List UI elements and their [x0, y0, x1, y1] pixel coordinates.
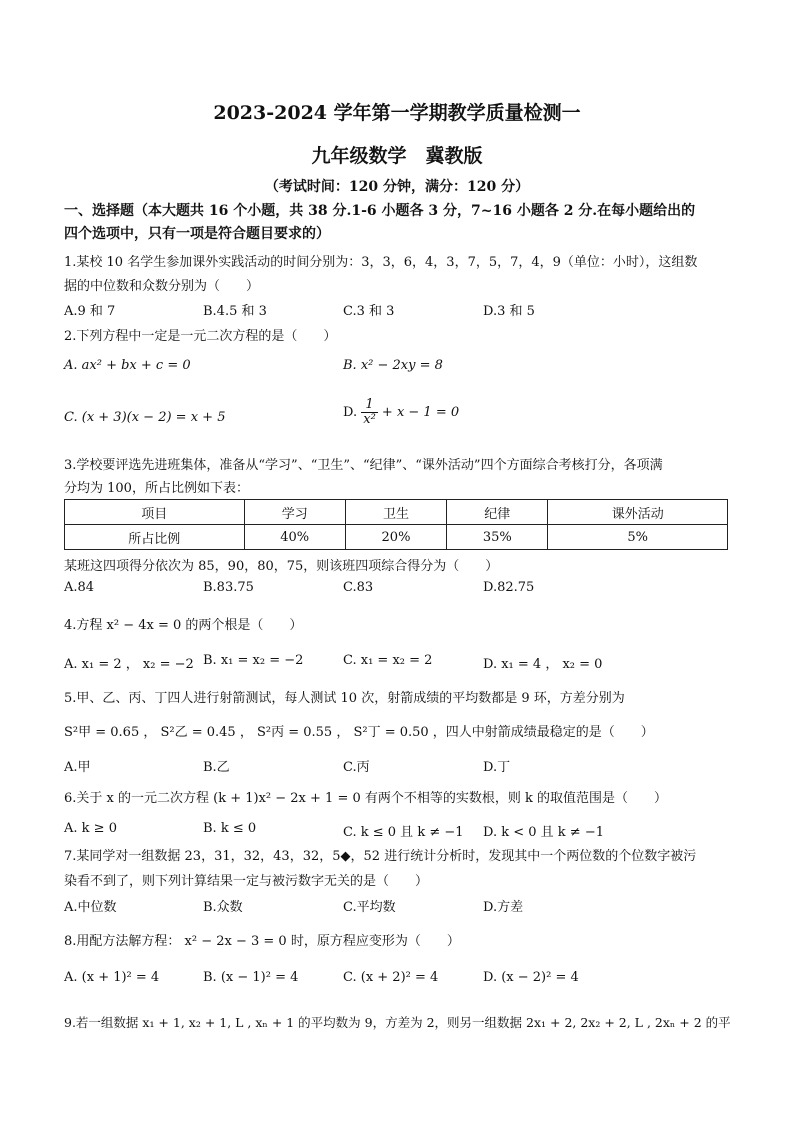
q5-stem-line2: S²甲 = 0.65 ， S²乙 = 0.45 ， S²丙 = 0.55 ， S²丁 = 0.50 ，四人中射箭成绩最稳定的是（ ） — [64, 725, 654, 740]
fraction-numerator: 1 — [361, 398, 378, 413]
q7-stem-line1: 7.某同学对一组数据 23，31，32，43，32，5◆，52 进行统计分析时，发现其中一个两位数的个位数字被污 — [64, 849, 697, 864]
table-cell: 纪律 — [447, 500, 548, 525]
score-ratio-table — [64, 499, 728, 550]
q4-option-a: A. x₁ = 2 ， x₂ = −2 — [64, 657, 194, 672]
q7-option-b: B.众数 — [203, 900, 243, 915]
section-heading-line1: 一、选择题（本大题共 16 个小题，共 38 分.1-6 小题各 3 分，7~16 小题各 2 分.在每小题给出的 — [64, 203, 696, 219]
q1-option-a: A.9 和 7 — [64, 304, 116, 319]
q3-option-c: C.83 — [343, 580, 374, 595]
q2-option-d-fraction — [361, 398, 378, 427]
table-cell: 40% — [244, 525, 345, 550]
table-row — [65, 525, 728, 550]
q9-stem: 9.若一组数据 x₁ + 1, x₂ + 1, L , xₙ + 1 的平均数为 9，方差为 2，则另一组数据 2x₁ + 2, 2x₂ + 2, L , 2xₙ + 2 的平 — [64, 1015, 731, 1030]
q4-stem: 4.方程 x² − 4x = 0 的两个根是（ ） — [64, 618, 303, 633]
q3-option-a: A.84 — [64, 580, 95, 595]
exam-info: （考试时间：120 分钟，满分：120 分） — [264, 179, 530, 195]
q4-option-c: C. x₁ = x₂ = 2 — [343, 653, 433, 668]
q6-stem: 6.关于 x 的一元二次方程 (k + 1)x² − 2x + 1 = 0 有两个不相等的实数根，则 k 的取值范围是（ ） — [64, 791, 668, 806]
q5-option-b: B.乙 — [203, 760, 230, 775]
q5-option-d: D.丁 — [483, 760, 511, 775]
q8-option-d: D. (x − 2)² = 4 — [483, 970, 579, 985]
table-cell: 卫生 — [345, 500, 446, 525]
table-cell: 5% — [548, 525, 728, 550]
q2-option-d-rest: + x − 1 = 0 — [381, 405, 460, 420]
q1-stem-line1: 1.某校 10 名学生参加课外实践活动的时间分别为：3，3，6，4，3，7，5，7，4，9（单位：小时），这组数 — [64, 255, 698, 270]
q2-stem: 2.下列方程中一定是一元二次方程的是（ ） — [64, 329, 337, 344]
q1-option-c: C.3 和 3 — [343, 304, 395, 319]
exam-subtitle: 九年级数学 冀教版 — [311, 145, 483, 167]
q2-option-a: A. ax² + bx + c = 0 — [64, 358, 191, 373]
q8-stem: 8.用配方法解方程： x² − 2x − 3 = 0 时，原方程应变形为（ ） — [64, 934, 460, 949]
q7-stem-line2: 染看不到了，则下列计算结果一定与被污数字无关的是（ ） — [64, 874, 429, 889]
q6-option-b: B. k ≤ 0 — [203, 821, 257, 836]
q7-option-c: C.平均数 — [343, 900, 396, 915]
q6-option-c: C. k ≤ 0 且 k ≠ −1 — [343, 825, 464, 840]
q3-after-table: 某班这四项得分依次为 85，90，80，75，则该班四项综合得分为（ ） — [64, 559, 499, 574]
section-heading-line2: 四个选项中，只有一项是符合题目要求的） — [64, 226, 330, 242]
q3-stem-line2: 分均为 100，所占比例如下表： — [64, 481, 249, 496]
q5-option-c: C.丙 — [343, 760, 370, 775]
q4-option-d: D. x₁ = 4 ， x₂ = 0 — [483, 657, 603, 672]
table-cell: 20% — [345, 525, 446, 550]
q2-option-d-prefix: D. — [343, 405, 358, 420]
q6-option-a: A. k ≥ 0 — [64, 821, 117, 836]
fraction-denominator: x² — [363, 412, 376, 427]
q2-option-b: B. x² − 2xy = 8 — [343, 358, 443, 373]
q6-option-d: D. k < 0 且 k ≠ −1 — [483, 825, 604, 840]
q8-option-b: B. (x − 1)² = 4 — [203, 970, 299, 985]
q4-option-b: B. x₁ = x₂ = −2 — [203, 653, 304, 668]
table-cell: 所占比例 — [65, 525, 245, 550]
q2-option-c: C. (x + 3)(x − 2) = x + 5 — [64, 410, 226, 425]
table-cell: 35% — [447, 525, 548, 550]
q3-stem-line1: 3.学校要评选先进班集体，准备从“学习”、“卫生”、“纪律”、“课外活动”四个方面综合考核打分，各项满 — [64, 458, 663, 473]
table-cell: 项目 — [65, 500, 245, 525]
table-cell: 学习 — [244, 500, 345, 525]
q1-option-b: B.4.5 和 3 — [203, 304, 267, 319]
q5-stem-line1: 5.甲、乙、丙、丁四人进行射箭测试，每人测试 10 次，射箭成绩的平均数都是 9 环，方差分别为 — [64, 691, 625, 706]
table-cell: 课外活动 — [548, 500, 728, 525]
exam-title: 2023-2024 学年第一学期教学质量检测一 — [213, 102, 581, 124]
q2-option-d — [343, 398, 459, 427]
table-header-row — [65, 500, 728, 525]
q3-option-b: B.83.75 — [203, 580, 254, 595]
q5-option-a: A.甲 — [64, 760, 91, 775]
q1-option-d: D.3 和 5 — [483, 304, 535, 319]
q3-option-d: D.82.75 — [483, 580, 535, 595]
q7-option-d: D.方差 — [483, 900, 524, 915]
q7-option-a: A.中位数 — [64, 900, 117, 915]
q8-option-a: A. (x + 1)² = 4 — [64, 970, 160, 985]
q8-option-c: C. (x + 2)² = 4 — [343, 970, 439, 985]
q1-stem-line2: 据的中位数和众数分别为（ ） — [64, 279, 260, 294]
